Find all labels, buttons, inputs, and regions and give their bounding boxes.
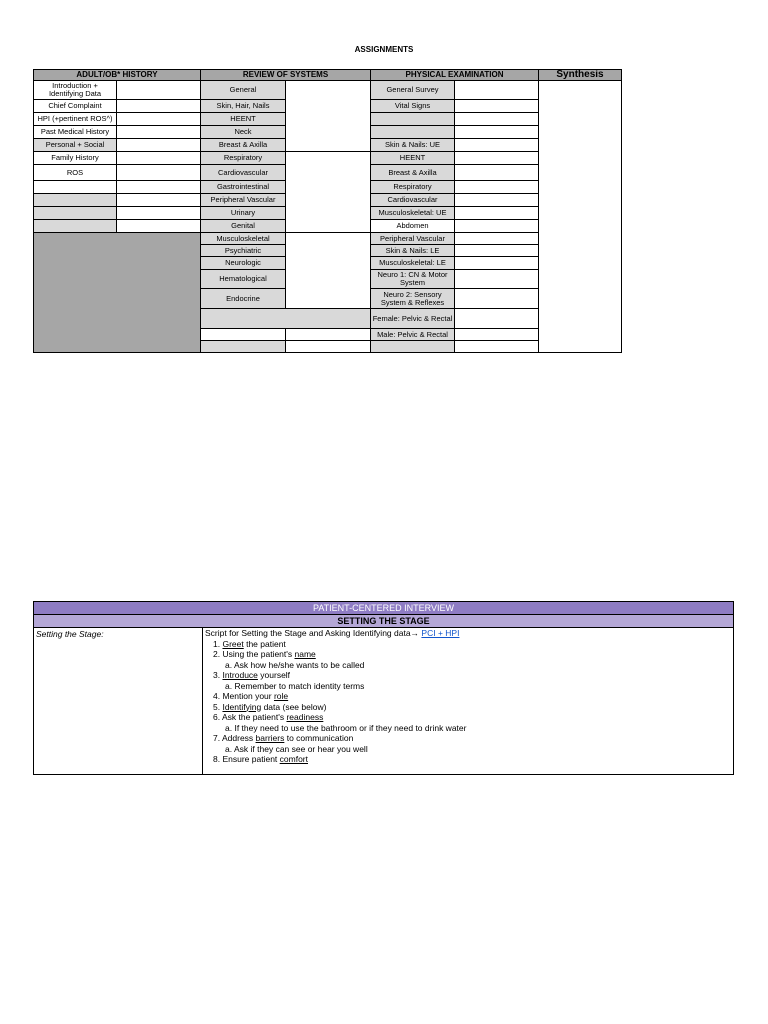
ros-item: Neck <box>200 125 286 139</box>
pe-item: Respiratory <box>370 180 455 194</box>
history-assignee <box>116 151 201 165</box>
pe-empty-row <box>370 112 455 126</box>
history-item: ROS <box>33 164 117 181</box>
history-item-empty <box>33 193 117 207</box>
script-intro-line <box>205 628 731 639</box>
history-assignee <box>116 138 201 152</box>
history-assignee <box>116 112 201 126</box>
history-assignee <box>116 206 201 220</box>
script-step: 8. Ensure patient comfort <box>213 754 308 764</box>
ros-item: Breast & Axilla <box>200 138 286 152</box>
ros-empty-row <box>200 308 371 329</box>
pe-item: Skin & Nails: LE <box>370 244 455 257</box>
ros-item: Cardiovascular <box>200 164 286 181</box>
script-intro: Script for Setting the Stage and Asking Identifying data→ <box>205 628 422 638</box>
history-item: Personal + Social <box>33 138 117 152</box>
pe-assignee <box>454 288 539 309</box>
pe-assignee <box>454 269 539 289</box>
ros-item: Psychiatric <box>200 244 286 257</box>
ros-item: Endocrine <box>200 288 286 309</box>
history-item: Chief Complaint <box>33 99 117 113</box>
history-assignee <box>116 180 201 194</box>
pe-assignee <box>454 164 539 181</box>
history-item: Family History <box>33 151 117 165</box>
history-assignee <box>116 219 201 233</box>
ros-item: Skin, Hair, Nails <box>200 99 286 113</box>
pe-assignee <box>454 125 539 139</box>
ros-item: Genital <box>200 219 286 233</box>
pe-assignee <box>454 112 539 126</box>
script-step: 5. Identifying data (see below) <box>213 701 327 712</box>
pe-assignee <box>454 99 539 113</box>
history-item-empty <box>33 219 117 233</box>
pe-item: Neuro 1: CN & Motor System <box>370 269 455 289</box>
pe-item: Musculoskeletal: UE <box>370 206 455 220</box>
script-step: 3. Introduce yourself <box>213 670 291 680</box>
pe-assignee <box>454 308 539 329</box>
history-item-empty <box>33 180 117 194</box>
history-filler-block <box>33 232 201 353</box>
history-assignee <box>116 99 201 113</box>
pci-hpi-link[interactable]: PCI + HPI <box>421 628 460 638</box>
pci-script <box>203 628 733 774</box>
history-assignee <box>116 80 201 100</box>
ros-assignee <box>285 151 371 233</box>
pe-item: Female: Pelvic & Rectal <box>370 308 455 329</box>
pe-assignee <box>454 340 539 353</box>
page-title: ASSIGNMENTS <box>354 45 414 54</box>
ros-assignee <box>285 340 371 353</box>
pe-assignee <box>454 206 539 220</box>
ros-item: Gastrointestinal <box>200 180 286 194</box>
history-assignee <box>116 164 201 181</box>
pe-assignee <box>454 219 539 233</box>
pe-item: Musculoskeletal: LE <box>370 256 455 270</box>
ros-item: General <box>200 80 286 100</box>
ros-assignee <box>285 80 371 152</box>
history-item: Introduction + Identifying Data <box>33 80 117 100</box>
history-item: Past Medical History <box>33 125 117 139</box>
pe-assignee <box>454 256 539 270</box>
pe-item: Abdomen <box>370 219 455 233</box>
script-substep: a. Ask if they can see or hear you well <box>225 743 368 754</box>
script-substep: a. Remember to match identity terms <box>225 680 365 691</box>
ros-item: Peripheral Vascular <box>200 193 286 207</box>
header-synthesis: Synthesis <box>538 69 622 81</box>
script-step: 7. Address barriers to communication <box>213 733 354 743</box>
header-pe: PHYSICAL EXAMINATION <box>370 69 539 81</box>
pe-item: Peripheral Vascular <box>370 232 455 245</box>
pe-assignee <box>454 180 539 194</box>
header-history: ADULT/OB* HISTORY <box>33 69 201 81</box>
pe-item: Vital Signs <box>370 99 455 113</box>
history-item-empty <box>33 206 117 220</box>
history-item: HPI (+pertinent ROS^) <box>33 112 117 126</box>
synthesis-cell <box>538 80 622 353</box>
pe-item: Male: Pelvic & Rectal <box>370 328 455 341</box>
ros-item: HEENT <box>200 112 286 126</box>
history-assignee <box>116 125 201 139</box>
pe-item: Breast & Axilla <box>370 164 455 181</box>
pe-empty-row <box>370 340 455 353</box>
pe-item: Cardiovascular <box>370 193 455 207</box>
pe-assignee <box>454 138 539 152</box>
script-step: 4. Mention your role <box>213 691 289 701</box>
ros-item: Hematological <box>200 269 286 289</box>
ros-item: Urinary <box>200 206 286 220</box>
script-step: 6. Ask the patient's readiness <box>213 712 324 722</box>
pci-subtitle: SETTING THE STAGE <box>34 615 733 628</box>
script-step: 1. Greet the patient <box>213 638 286 649</box>
ros-empty-row <box>200 340 286 353</box>
ros-item: Respiratory <box>200 151 286 165</box>
pe-item: HEENT <box>370 151 455 165</box>
pci-table <box>33 601 734 775</box>
header-ros: REVIEW OF SYSTEMS <box>200 69 371 81</box>
pe-item: Neuro 2: Sensory System & Reflexes <box>370 288 455 309</box>
script-substep: a. Ask how he/she wants to be called <box>225 659 365 670</box>
ros-assignee <box>285 232 371 309</box>
pe-item: General Survey <box>370 80 455 100</box>
pci-title: PATIENT-CENTERED INTERVIEW <box>34 602 733 615</box>
pci-left-label: Setting the Stage: <box>34 628 203 774</box>
script-substep: a. If they need to use the bathroom or if they need to drink water <box>225 722 467 733</box>
ros-item: Neurologic <box>200 256 286 270</box>
pe-empty-row <box>370 125 455 139</box>
pe-assignee <box>454 80 539 100</box>
pe-assignee <box>454 193 539 207</box>
ros-item: Musculoskeletal <box>200 232 286 245</box>
history-assignee <box>116 193 201 207</box>
pe-item: Skin & Nails: UE <box>370 138 455 152</box>
script-step: 2. Using the patient's name <box>213 649 316 659</box>
pe-assignee <box>454 151 539 165</box>
